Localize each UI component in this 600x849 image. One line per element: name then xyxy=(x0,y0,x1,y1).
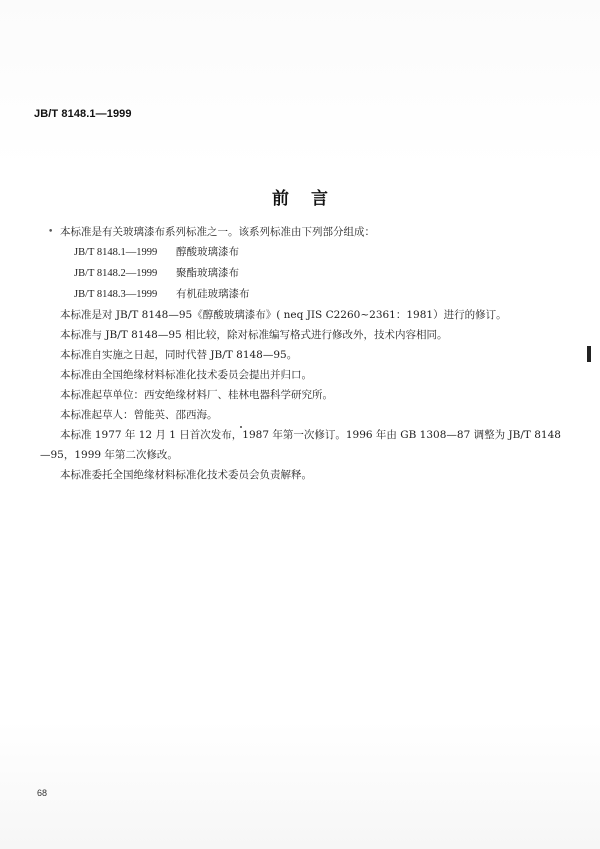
part-code: JB/T 8148.2—1999 xyxy=(74,268,158,279)
paragraph-history-continued: —95，1999 年第二次修改。 xyxy=(40,449,178,461)
paragraph-drafters: 本标准起草人：曾能英、邵西海。 xyxy=(60,409,218,421)
page-title: 前言 xyxy=(272,189,350,209)
scan-speck xyxy=(240,426,242,428)
paragraph-history: 本标准 1977 年 12 月 1 日首次发布，1987 年第一次修订。1996 年由 GB 1308—87 调整为 JB/T 8148 xyxy=(60,429,561,441)
part-item xyxy=(40,263,560,284)
standard-code-header: JB/T 8148.1—1999 xyxy=(34,108,132,120)
paragraph-intro-text: 本标准是有关玻璃漆布系列标准之一。该系列标准由下列部分组成： xyxy=(60,226,375,238)
part-code: JB/T 8148.1—1999 xyxy=(74,247,158,258)
paragraph-revision: 本标准是对 JB/T 8148—95《醇酸玻璃漆布》( neq JIS C2260~2361：1981）进行的修订。 xyxy=(60,309,507,321)
scan-margin-mark xyxy=(587,346,591,362)
page-number: 68 xyxy=(37,788,48,798)
paragraph-effective: 本标准自实施之日起，同时代替 JB/T 8148—95。 xyxy=(60,349,298,361)
part-name: 聚酯玻璃漆布 xyxy=(176,267,239,279)
paragraph-intro xyxy=(40,222,560,242)
paragraph-comparison: 本标准与 JB/T 8148—95 相比较，除对标准编写格式进行修改外，技术内容相同。 xyxy=(60,329,448,341)
part-code: JB/T 8148.3—1999 xyxy=(74,289,158,300)
part-item xyxy=(40,284,560,305)
part-name: 有机硅玻璃漆布 xyxy=(176,288,250,300)
paragraph-drafting-units: 本标准起草单位：西安绝缘材料厂、桂林电器科学研究所。 xyxy=(60,389,333,401)
part-item xyxy=(40,242,560,263)
foreword-body xyxy=(40,222,560,485)
paragraph-interpretation: 本标准委托全国绝缘材料标准化技术委员会负责解释。 xyxy=(60,469,312,481)
part-name: 醇酸玻璃漆布 xyxy=(176,246,239,258)
scan-dot-icon: • xyxy=(48,227,54,237)
paragraph-proposer: 本标准由全国绝缘材料标准化技术委员会提出并归口。 xyxy=(60,369,312,381)
